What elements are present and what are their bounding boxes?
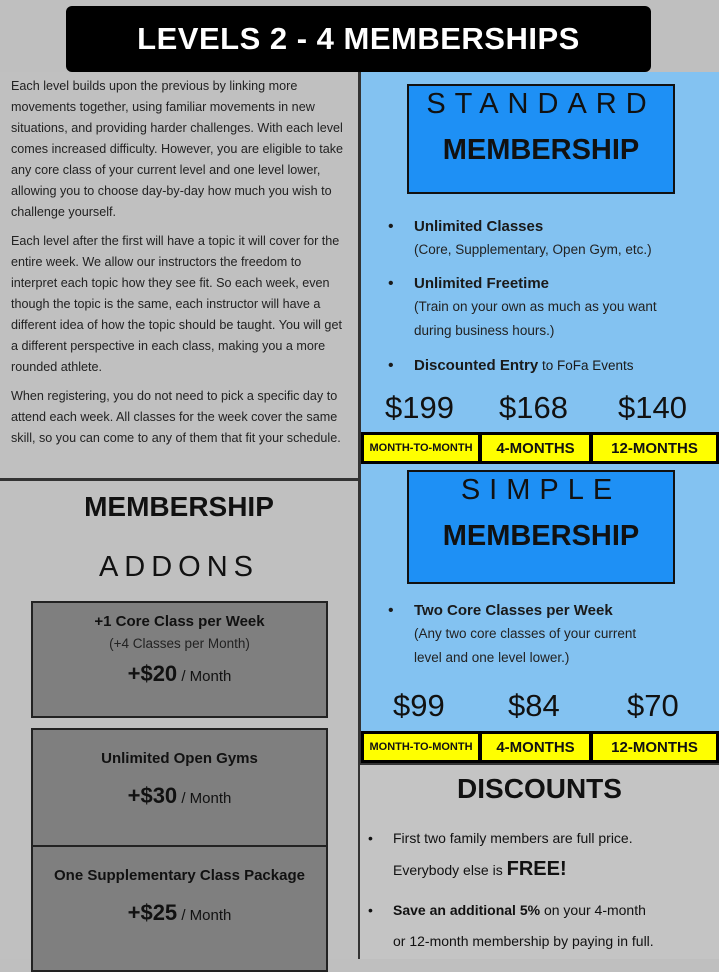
- addon-name: One Supplementary Class Package: [54, 867, 305, 884]
- bullet-icon: •: [388, 602, 394, 619]
- price-4-months: $168: [499, 390, 568, 425]
- simple-membership-panel: [360, 464, 719, 763]
- standard-feature-2: [388, 275, 708, 347]
- feature-heading: Two Core Classes per Week: [414, 602, 613, 619]
- price-month-to-month: $99: [393, 688, 445, 723]
- simple-prices: [361, 688, 719, 728]
- discount-text: [393, 823, 719, 886]
- discounts-title: DISCOUNTS: [457, 773, 622, 804]
- term-12-months: 12-MONTHS: [593, 734, 716, 760]
- standard-feature-1: [388, 218, 708, 268]
- addons-title-bottom: ADDONS: [98, 551, 260, 583]
- bullet-icon: •: [388, 218, 394, 235]
- addon-name: +1 Core Class per Week: [94, 613, 265, 630]
- intro-panel: [0, 72, 360, 478]
- addons-panel: [0, 478, 360, 959]
- feature-heading: Unlimited Classes: [414, 218, 544, 235]
- discount-line: or 12-month membership by paying in full.: [393, 933, 654, 949]
- feature-detail: (Train on your own as much as you want: [414, 299, 657, 314]
- price-4-months: $84: [508, 688, 560, 723]
- bullet-icon: •: [388, 275, 394, 292]
- standard-title-bottom: MEMBERSHIP: [442, 134, 640, 166]
- addon-amount: +$30: [127, 783, 178, 808]
- addon-amount: +$20: [127, 661, 178, 686]
- price-12-months: $70: [627, 688, 679, 723]
- simple-title-top: SIMPLE: [460, 474, 622, 506]
- term-month-to-month: MONTH-TO-MONTH: [364, 435, 478, 461]
- addon-card-core-class: [31, 601, 328, 718]
- intro-paragraph-3: When registering, you do not need to pick a specific day to attend each week. All classes for the week cover the same skill, so you can come to any of them that fit your schedule.: [11, 389, 341, 445]
- addon-period: / Month: [177, 790, 232, 807]
- simple-term-bar: [361, 731, 719, 763]
- addon-price: [33, 900, 326, 926]
- discount-line: First two family members are full price.: [393, 830, 633, 846]
- addon-price: [33, 783, 326, 809]
- addon-card-open-gyms: [31, 728, 328, 855]
- standard-term-bar: [361, 432, 719, 464]
- feature-heading-line: [414, 357, 633, 374]
- discount-item-pay-in-full: [368, 895, 713, 957]
- addon-note: (+4 Classes per Month): [109, 636, 250, 651]
- page-title: LEVELS 2 - 4 MEMBERSHIPS: [137, 21, 580, 56]
- addon-period: / Month: [177, 668, 232, 685]
- bullet-icon: •: [368, 830, 373, 846]
- discount-item-family: [368, 823, 713, 885]
- feature-heading: Discounted Entry: [414, 357, 539, 374]
- feature-detail: to FoFa Events: [538, 358, 634, 373]
- price-month-to-month: $199: [385, 390, 454, 425]
- price-12-months: $140: [618, 390, 687, 425]
- feature-detail: (Any two core classes of your current: [414, 626, 637, 641]
- term-month-to-month: MONTH-TO-MONTH: [364, 734, 478, 760]
- discounts-panel: [360, 763, 719, 959]
- intro-paragraph-1: Each level builds upon the previous by linking more movements together, using familiar movements in new situations, and providing harder challenges. With each level comes increased difficulty. However, you are eligible to take any core class of your current level and one level lower, allowing you to choose day-by-day how much you wish to challenge yourself.: [11, 79, 344, 219]
- standard-prices: [361, 390, 719, 430]
- bullet-icon: •: [388, 357, 394, 374]
- addon-card-supplementary: [31, 845, 328, 972]
- discount-line: Everybody else is: [393, 862, 507, 878]
- intro-paragraph-2: Each level after the first will have a topic it will cover for the entire week. We allow our instructors the freedom to interpret each topic how they see fit. So each week, even though the topic is the same, each instructor will have a different idea of how the topic should be taught. You will get a different perspective in each class, making you a more rounded athlete.: [11, 234, 342, 374]
- feature-detail: level and one level lower.): [414, 650, 570, 665]
- simple-feature-1: [388, 602, 708, 674]
- standard-membership-title-box: [407, 84, 675, 194]
- standard-feature-3: [388, 357, 708, 381]
- addon-amount: +$25: [127, 900, 178, 925]
- discount-highlight: Save an additional 5%: [393, 902, 541, 918]
- simple-membership-title-box: [407, 470, 675, 584]
- feature-detail: (Core, Supplementary, Open Gym, etc.): [414, 242, 652, 257]
- discount-line: on your 4-month: [540, 902, 646, 918]
- discount-text: [393, 895, 719, 957]
- addon-name: Unlimited Open Gyms: [101, 750, 258, 767]
- simple-title-bottom: MEMBERSHIP: [442, 520, 640, 552]
- standard-membership-panel: [360, 72, 719, 464]
- term-12-months: 12-MONTHS: [593, 435, 716, 461]
- term-4-months: 4-MONTHS: [482, 734, 589, 760]
- discount-free-label: FREE!: [506, 858, 567, 880]
- feature-detail: during business hours.): [414, 323, 555, 338]
- page-title-bar: [66, 6, 651, 72]
- addons-title-top: MEMBERSHIP: [84, 491, 274, 522]
- addon-price: [33, 661, 326, 687]
- term-4-months: 4-MONTHS: [482, 435, 589, 461]
- bullet-icon: •: [368, 902, 373, 918]
- feature-heading: Unlimited Freetime: [414, 275, 550, 292]
- standard-title-top: STANDARD: [426, 88, 656, 120]
- addon-period: / Month: [177, 907, 232, 924]
